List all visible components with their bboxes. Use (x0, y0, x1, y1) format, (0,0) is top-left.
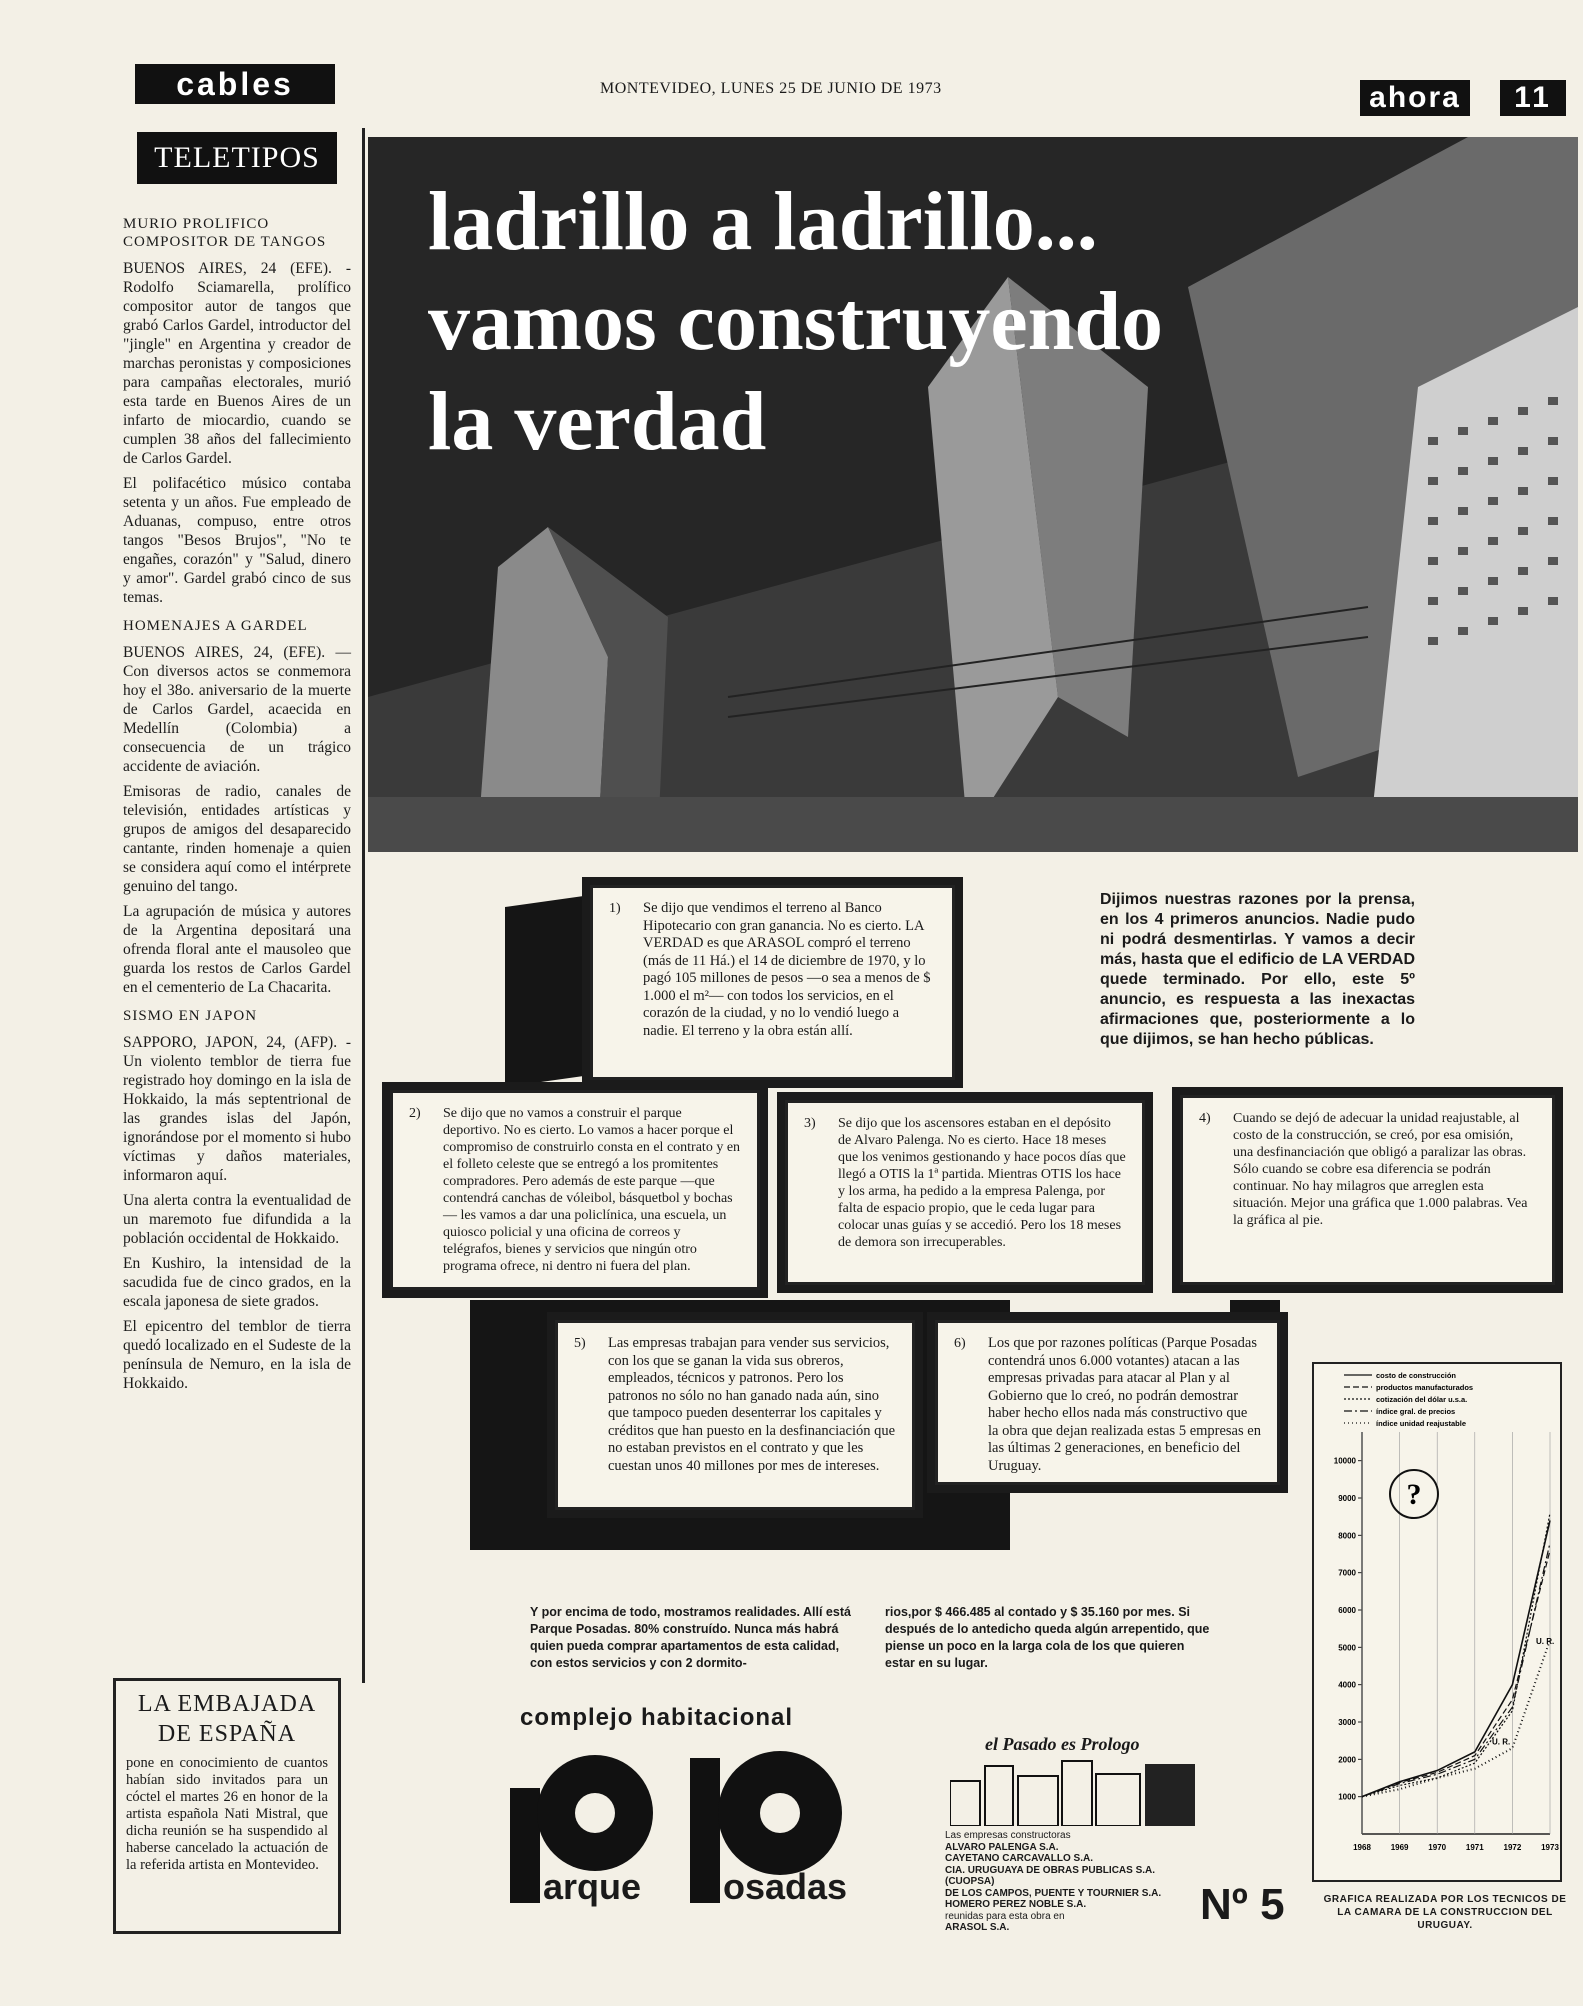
ad-intro: Dijimos nuestras razones por la prensa, en los 4 primeros anuncios. Nadie pudo ni podrá desmentirlas. Y vamos a decir más, hasta que el edificio de LA VERDAD quede terminado. Por ello, este 5º anuncio, es respuesta a las inexactas afirmaciones que, posteriormente a lo que dijimos, se han hecho públicas. (1100, 891, 1415, 1048)
logo-text-parque: arque (543, 1866, 642, 1907)
x-tick-label: 1973 (1541, 1843, 1559, 1852)
claim-box-6 (935, 1320, 1280, 1485)
section-label-teletipos: TELETIPOS (137, 132, 337, 184)
embajada-title: LA EMBAJADA DE ESPAÑA (137, 1691, 317, 1747)
company-name: DE LOS CAMPOS, PUENTE Y TOURNIER S.A. (945, 1887, 1162, 1899)
divider-vertical (362, 128, 365, 1683)
y-tick-label: 7000 (1338, 1568, 1356, 1578)
article-paragraph: El epicentro del temblor de tierra quedó localizado en el Sudeste de la península de Nemuro, en la isla de Hokkaido. (123, 1318, 351, 1392)
series-line (1362, 1543, 1550, 1797)
article-paragraph: Una alerta contra la eventualidad de un maremoto fue difundida a la población occidental de Hokkaido. (123, 1192, 351, 1247)
article-paragraph: El polifacético músico contaba setenta y un años. Fue empleado de Aduanas, compuso, entre otros tangos "Besos Brujos", "No te engañes, corazón" y "Salud, dinero y amor". Gardel grabó cinco de sus temas. (123, 475, 351, 606)
claim-text: Se dijo que no vamos a construir el parque deportivo. No es cierto. Lo vamos a hacer porque el compromiso de construirlo consta en el contrato y en el folleto celeste que se entregó a los promitentes compradores. Pero además de este parque —que contendrá canchas de vóleibol, básquetbol y bochas— les vamos a dar una policlínica, una escuela, un quiosco policial y una oficina de correos y telégrafos, bienes y servicios que ningún otro programa ofrece, ni dentro ni fuera del plan. (443, 1106, 741, 1274)
legend-label: costo de construcción (1376, 1371, 1457, 1380)
embajada-notice (113, 1678, 341, 1934)
claim-box-3 (785, 1100, 1145, 1285)
ad-headline-1: ladrillo a ladrillo... (428, 175, 1098, 268)
ad-photo (368, 137, 1578, 852)
headline-homenajes: HOMENAJES A GARDEL (123, 618, 308, 634)
cost-index-chart (1314, 1364, 1560, 1880)
ad-headline-3: la verdad (428, 375, 767, 468)
skyline-drawing (950, 1756, 1200, 1826)
claim-number: 6) (954, 1336, 966, 1351)
article-paragraph: BUENOS AIRES, 24, (EFE). — Con diversos actos se conmemora hoy el 38o. aniversario de la muerte de Carlos Gardel, acaecida en Medellín (Colombia) a consecuencia de un trágico accidente de aviación. (123, 644, 351, 775)
y-tick-label: 10000 (1333, 1456, 1356, 1466)
legend-label: índice unidad reajustable (1376, 1419, 1467, 1428)
legend-label: productos manufacturados (1376, 1383, 1474, 1392)
y-tick-label: 6000 (1338, 1606, 1356, 1615)
claim-number: 3) (804, 1116, 816, 1131)
article-paragraph: La agrupación de música y autores de la Argentina depositará una ofrenda floral ante el mausoleo que guarda los restos de Carlos Gardel en el cementerio de La Chacarita. (123, 903, 351, 996)
section-label-cables: cables (135, 64, 335, 104)
x-tick-label: 1972 (1503, 1843, 1522, 1852)
annotation-ur: U. R. (1536, 1636, 1555, 1646)
ad-bottom-text-left: Y por encima de todo, mostramos realidades. Allí está Parque Posadas. 80% construído. Nunca más habrá quien pueda comprar apartamentos de esta calidad, con estos servicios y con 2 dormito- (530, 1605, 851, 1670)
paper-name: ahora (1360, 80, 1470, 116)
page-number: 11 (1500, 80, 1566, 116)
x-tick-label: 1968 (1353, 1843, 1371, 1852)
x-tick-label: 1971 (1465, 1843, 1484, 1852)
claim-box-1 (590, 885, 955, 1080)
prologo-title: el Pasado es Prologo (985, 1734, 1140, 1754)
dateline: MONTEVIDEO, LUNES 25 DE JUNIO DE 1973 (600, 80, 942, 97)
series-line (1362, 1520, 1550, 1796)
y-tick-label: 4000 (1338, 1680, 1356, 1690)
ad-number: Nº 5 (1200, 1880, 1285, 1929)
headline-sismo: SISMO EN JAPON (123, 1008, 258, 1024)
claim-number: 5) (574, 1336, 586, 1351)
question-mark-icon: ? (1406, 1478, 1422, 1511)
y-tick-label: 5000 (1338, 1643, 1356, 1653)
headline-compositor: MURIO PROLIFICO COMPOSITOR DE TANGOS (123, 216, 327, 250)
news-column (123, 215, 351, 1399)
claim-text: Se dijo que vendimos el terreno al Banco Hipotecario con gran ganancia. No es cierto. LA VERDAD es que ARASOL compró el terreno (más de 11 Há.) el 14 de diciembre de 1970, y lo pagó 105 millones de pesos —o sea a menos de $ 1.000 el m²— con todos los servicios, en el corazón de la ciudad, y no lo vendió luego a nadie. El terreno y la obra están allí. (643, 900, 931, 1039)
logo-text-posadas: osadas (723, 1866, 848, 1907)
y-tick-label: 9000 (1338, 1494, 1356, 1503)
legend-label: índice gral. de precios (1376, 1407, 1456, 1416)
claim-number: 1) (609, 901, 621, 916)
chart-caption: GRAFICA REALIZADA POR LOS TECNICOS DE LA CAMARA DE LA CONSTRUCCION DEL URUGUAY. (1323, 1894, 1567, 1931)
claim-number: 4) (1199, 1111, 1211, 1126)
company-name: HOMERO PEREZ NOBLE S.A. (945, 1899, 1087, 1910)
y-tick-label: 1000 (1338, 1792, 1356, 1802)
complejo-label: complejo habitacional (520, 1704, 794, 1731)
y-tick-label: 2000 (1338, 1755, 1356, 1765)
company-name: ALVARO PALENGA S.A. (945, 1841, 1059, 1853)
legend-label: cotización del dólar u.s.a. (1376, 1395, 1468, 1404)
article-paragraph: Emisoras de radio, canales de televisión, entidades artísticas y grupos de amigos del desaparecido cantante, rinden homenaje a quien se considera aquí como el intérprete genuino del tango. (123, 783, 351, 895)
company-arasol: ARASOL S.A. (945, 1922, 1010, 1933)
company-name: CAYETANO CARCAVALLO S.A. (945, 1853, 1093, 1864)
claim-text: Las empresas trabajan para vender sus servicios, con los que se ganan la vida sus obreros, empleados, técnicos y patronos. Pero los patronos no sólo no han ganado nada aún, sino que tampoco pueden desenterrar los capitales y créditos que han puesto en la desfinanciación que no estaban previstos en el contrato y que les cuestan unos 40 millones por mes de intereses. (608, 1335, 896, 1474)
parque-posadas-logo (505, 1748, 925, 1908)
y-tick-label: 8000 (1338, 1531, 1356, 1541)
claim-text: Los que por razones políticas (Parque Posadas contendrá unos 6.000 votantes) atacan a las empresas privadas para atacar al Plan y al Gobierno que lo creó, no podrán demostrar haber hecho ellos nada más constructivo que la obra que dejan realizada estas 5 empresas en las últimas 2 generaciones, en beneficio del Uruguay. (988, 1335, 1261, 1474)
companies-intro: Las empresas constructoras (945, 1830, 1071, 1841)
ad-bottom-text-right: rios,por $ 466.485 al contado y $ 35.160 por mes. Si después de lo antedicho queda algún arrepentido, que piense un poco en la larga cola de los que quieren estar en su lugar. (885, 1605, 1210, 1670)
claim-number: 2) (409, 1106, 421, 1121)
company-name: CIA. URUGUAYA DE OBRAS PUBLICAS S.A. (CUOPSA) (945, 1864, 1156, 1887)
claim-box-2 (390, 1090, 760, 1290)
companies-list (945, 1830, 1205, 1934)
embajada-text: pone en conocimiento de cuantos habían sido invitados para un cóctel el martes 26 en honor de la artista española Nati Mistral, que dicha reunión se ha suspendido al haberse cancelado la actuación de la referida artista en Montevideo. (126, 1755, 328, 1873)
y-tick-label: 3000 (1338, 1718, 1356, 1727)
x-tick-label: 1969 (1390, 1843, 1409, 1852)
x-tick-label: 1970 (1428, 1843, 1447, 1852)
ad-headline-2: vamos construyendo (428, 275, 1164, 368)
annotation-ur: U. R. (1492, 1737, 1511, 1747)
series-line (1362, 1513, 1550, 1797)
chart-frame (1312, 1362, 1562, 1882)
claim-text: Cuando se dejó de adecuar la unidad reajustable, al costo de la construcción, se creó, por esa omisión, una desfinanciación que obligó a paralizar las obras. Sólo cuando se cobre esa diferencia se podrán continuar. No hay milagros que arreglen esta situación. Mejor una gráfica que 1.000 palabras. Vea la gráfica al pie. (1233, 1111, 1528, 1228)
claim-text: Se dijo que los ascensores estaban en el depósito de Alvaro Palenga. No es cierto. Hace 18 meses que los venimos gestionando y hace pocos días que llegó a OTIS la 1ª partida. Mientras OTIS los hace y los arma, ha pedido a la empresa Palenga, por falta de espacio propio, que le ceda lugar para colocar unas guías y se accedió. Pero los 18 meses de demora son irrecuperables. (838, 1116, 1126, 1250)
series-line (1362, 1550, 1550, 1796)
skyline-illustration (950, 1756, 1200, 1826)
claim-box-5 (555, 1320, 915, 1510)
article-paragraph: BUENOS AIRES, 24 (EFE). - Rodolfo Sciamarella, prolífico compositor autor de tangos que grabó Carlos Gardel, introductor del "jingle" en Argentina y creador de marchas peronistas y composiciones para campañas electorales, murió esta tarde en Buenos Aires de un infarto de miocardio, cuando se cumplen 38 años del fallecimiento de Carlos Gardel. (123, 260, 351, 467)
companies-outro: reunidas para esta obra en (945, 1910, 1065, 1922)
claim-box-4 (1180, 1095, 1555, 1285)
article-paragraph: SAPPORO, JAPON, 24, (AFP). - Un violento temblor de tierra fue registrado hoy domingo en la isla de Hokkaido, la más septentrional de las grandes islas del Japón, ignorándose por el momento si hubo víctimas y daños materiales, informaron aquí. (123, 1034, 351, 1184)
article-paragraph: En Kushiro, la intensidad de la sacudida fue de cinco grados, en la escala japonesa de siete grados. (123, 1255, 351, 1310)
